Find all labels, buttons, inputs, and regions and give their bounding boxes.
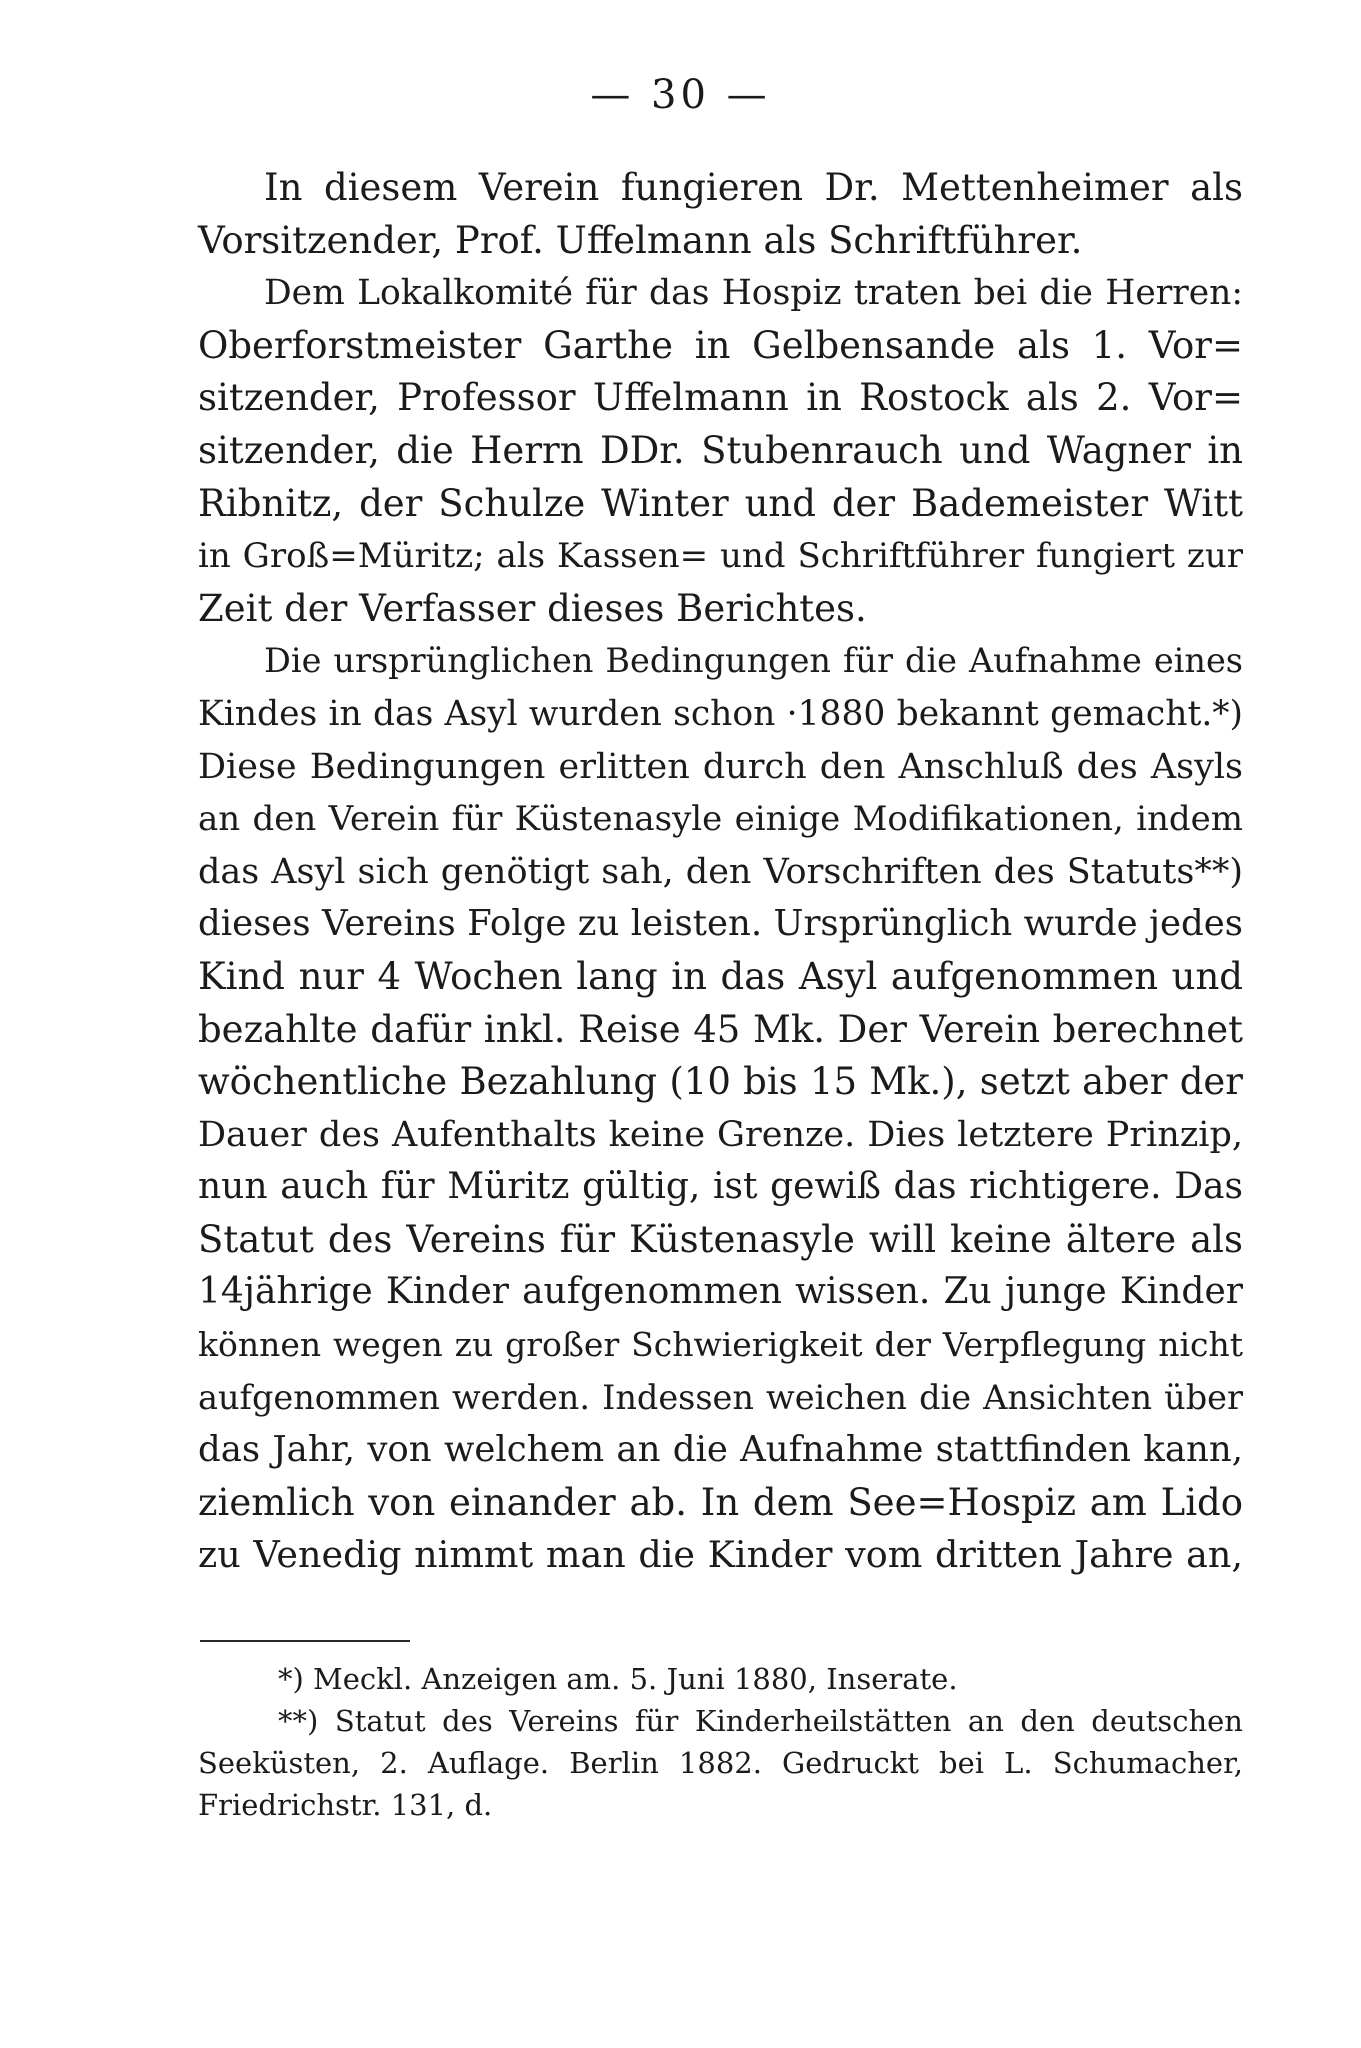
body-line: Kind nur 4 Wochen lang in das Asyl aufgenommen und <box>198 954 1243 998</box>
body-line: an den Verein für Küstenasyle einige Modifikationen, indem <box>198 799 1243 840</box>
body-line: nun auch für Müritz gültig, ist gewiß das richtigere. Das <box>198 1166 1243 1208</box>
body-line: Die ursprünglichen Bedingungen für die Aufnahme eines <box>264 641 1243 681</box>
body-line: aufgenommen werden. Indessen weichen die Ansichten über <box>198 1377 1243 1417</box>
body-line: Oberforstmeister Garthe in Gelbensande als 1. Vor= <box>198 323 1243 367</box>
footnote-line: **) Statut des Vereins für Kinderheilstätten an den deutschen <box>278 1704 1243 1738</box>
body-line: ziemlich von einander ab. In dem See=Hospiz am Lido <box>198 1480 1243 1524</box>
body-line: Vorsitzender, Prof. Uffelmann als Schriftführer. <box>198 218 1083 262</box>
body-line: Kindes in das Asyl wurden schon ·1880 bekannt gemacht.*) <box>198 693 1243 734</box>
body-line: sitzender, Professor Uffelmann in Rostock als 2. Vor= <box>198 376 1243 420</box>
footnote-line: Seeküsten, 2. Auflage. Berlin 1882. Gedruckt bei L. Schumacher, <box>198 1746 1243 1780</box>
body-line: Dauer des Aufenthalts keine Grenze. Dies letztere Prinzip, <box>198 1114 1243 1155</box>
body-line: das Jahr, von welchem an die Aufnahme stattfinden kann, <box>198 1429 1243 1471</box>
footnote-line: *) Meckl. Anzeigen am. 5. Juni 1880, Inserate. <box>278 1662 958 1696</box>
page-number: — 30 — <box>590 72 771 118</box>
body-line: das Asyl sich genötigt sah, den Vorschriften des Statuts**) <box>198 851 1243 892</box>
body-line: Statut des Vereins für Küstenasyle will keine ältere als <box>198 1217 1243 1261</box>
body-line: sitzender, die Herrn DDr. Stubenrauch und Wagner in <box>198 428 1243 472</box>
body-line: In diesem Verein fungieren Dr. Mettenheimer als <box>264 166 1243 209</box>
body-line: in Groß=Müritz; als Kassen= und Schriftführer fungiert zur <box>198 536 1243 577</box>
body-line: dieses Vereins Folge zu leisten. Ursprünglich wurde jedes <box>198 903 1243 945</box>
footnote-divider <box>200 1640 410 1642</box>
body-line: Ribnitz, der Schulze Winter und der Bademeister Witt <box>198 481 1243 525</box>
footnotes <box>198 1658 1243 1826</box>
body-line: können wegen zu großer Schwierigkeit der Verpflegung nicht <box>198 1325 1243 1365</box>
body-text <box>198 162 1243 1582</box>
body-line: bezahlte dafür inkl. Reise 45 Mk. Der Verein berechnet <box>198 1007 1243 1051</box>
body-line: 14jährige Kinder aufgenommen wissen. Zu junge Kinder <box>198 1271 1243 1313</box>
body-line: zu Venedig nimmt man die Kinder vom dritten Jahre an, <box>198 1533 1243 1577</box>
body-line: Diese Bedingungen erlitten durch den Anschluß des Asyls <box>198 746 1243 787</box>
body-line: Zeit der Verfasser dieses Berichtes. <box>198 586 867 630</box>
body-line: wöchentliche Bezahlung (10 bis 15 Mk.), setzt aber der <box>198 1060 1243 1104</box>
footnote-line: Friedrichstr. 131, d. <box>198 1788 493 1822</box>
body-line: Dem Lokalkomité für das Hospiz traten bei die Herren: <box>264 273 1243 314</box>
